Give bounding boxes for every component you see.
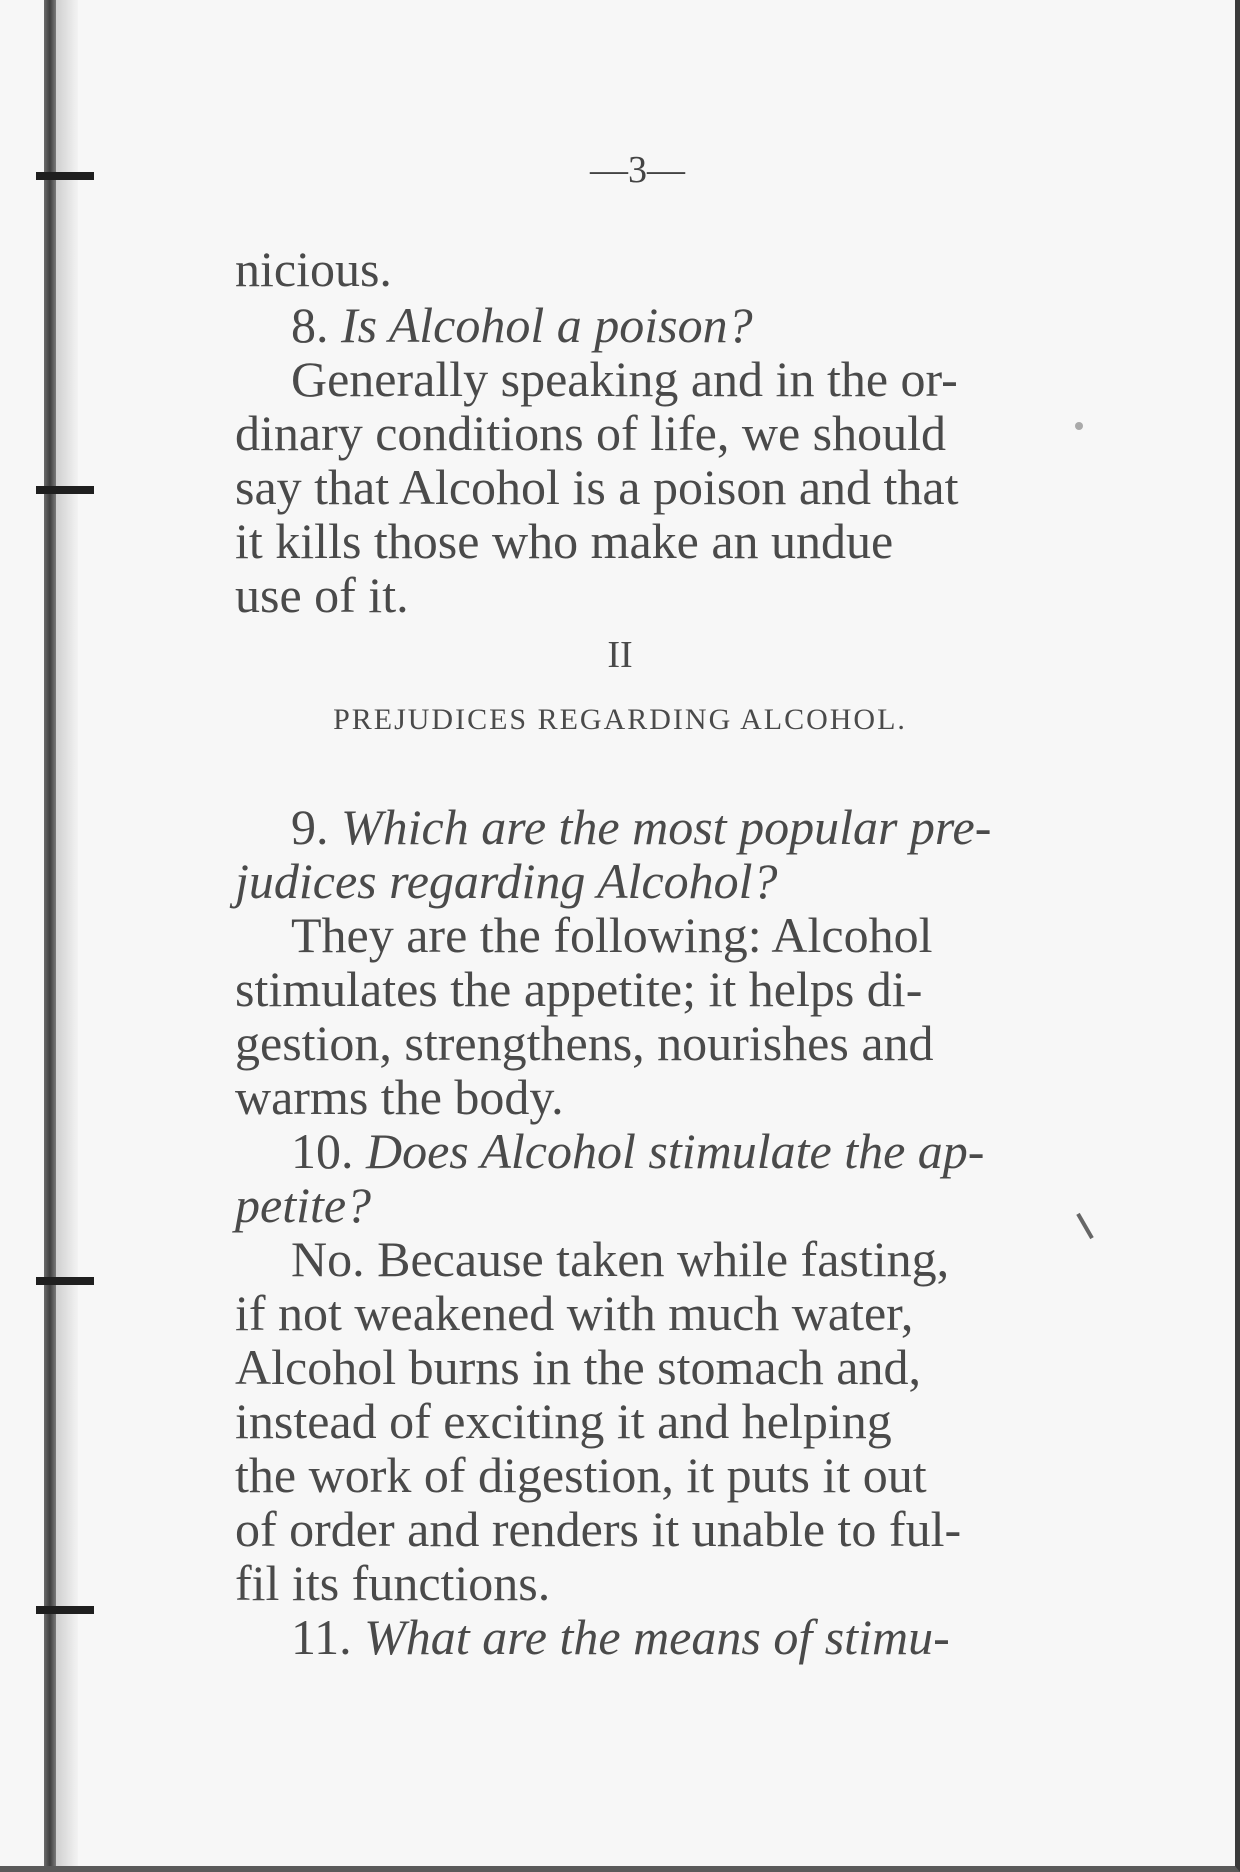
question-number: 8. bbox=[291, 297, 329, 353]
spine-shadow bbox=[56, 0, 78, 1872]
question-number: 9. bbox=[291, 799, 329, 855]
binding-stitch bbox=[36, 1606, 94, 1614]
binding-stitch bbox=[36, 486, 94, 494]
text-line: of order and renders it unable to ful- bbox=[235, 1501, 962, 1557]
ink-speck bbox=[1075, 422, 1083, 430]
question-text: What are the means of stimu- bbox=[364, 1609, 950, 1665]
text-line: dinary conditions of life, we should bbox=[235, 405, 946, 461]
binding-spine bbox=[44, 0, 56, 1872]
question-8 bbox=[291, 296, 753, 354]
text-line: the work of digestion, it puts it out bbox=[235, 1447, 927, 1503]
text-line: fil its functions. bbox=[235, 1555, 551, 1611]
text-line: warms the body. bbox=[235, 1069, 564, 1125]
text-line: gestion, strengthens, nourishes and bbox=[235, 1015, 934, 1071]
question-number: 10. bbox=[291, 1123, 354, 1179]
page-number: —3— bbox=[590, 149, 685, 191]
question-text: Does Alcohol stimulate the ap- bbox=[366, 1123, 985, 1179]
text-line: No. Because taken while fasting, bbox=[291, 1231, 950, 1287]
text-line: Alcohol burns in the stomach and, bbox=[235, 1339, 921, 1395]
text-line: nicious. bbox=[235, 241, 392, 297]
ink-mark bbox=[1076, 1213, 1093, 1239]
question-9 bbox=[291, 798, 991, 856]
question-text: Is Alcohol a poison? bbox=[341, 297, 753, 353]
question-number: 11. bbox=[291, 1609, 352, 1665]
page-body bbox=[235, 0, 1055, 1872]
text-line: stimulates the appetite; it helps di- bbox=[235, 961, 923, 1017]
text-line: it kills those who make an undue bbox=[235, 513, 894, 569]
binding-stitch bbox=[36, 1277, 94, 1285]
question-11 bbox=[291, 1608, 950, 1666]
question-text: judices regarding Alcohol? bbox=[235, 853, 778, 909]
section-title: PREJUDICES REGARDING ALCOHOL. bbox=[333, 703, 907, 736]
text-line: say that Alcohol is a poison and that bbox=[235, 459, 959, 515]
question-text: Which are the most popular pre- bbox=[341, 799, 992, 855]
text-line: if not weakened with much water, bbox=[235, 1285, 914, 1341]
text-line: They are the following: Alcohol bbox=[291, 907, 933, 963]
text-line: use of it. bbox=[235, 567, 409, 623]
binding-stitch bbox=[36, 172, 94, 180]
question-text: petite? bbox=[235, 1177, 372, 1233]
text-line: instead of exciting it and helping bbox=[235, 1393, 892, 1449]
question-10 bbox=[291, 1122, 984, 1180]
text-line: Generally speaking and in the or- bbox=[291, 351, 958, 407]
section-number: II bbox=[607, 634, 633, 676]
